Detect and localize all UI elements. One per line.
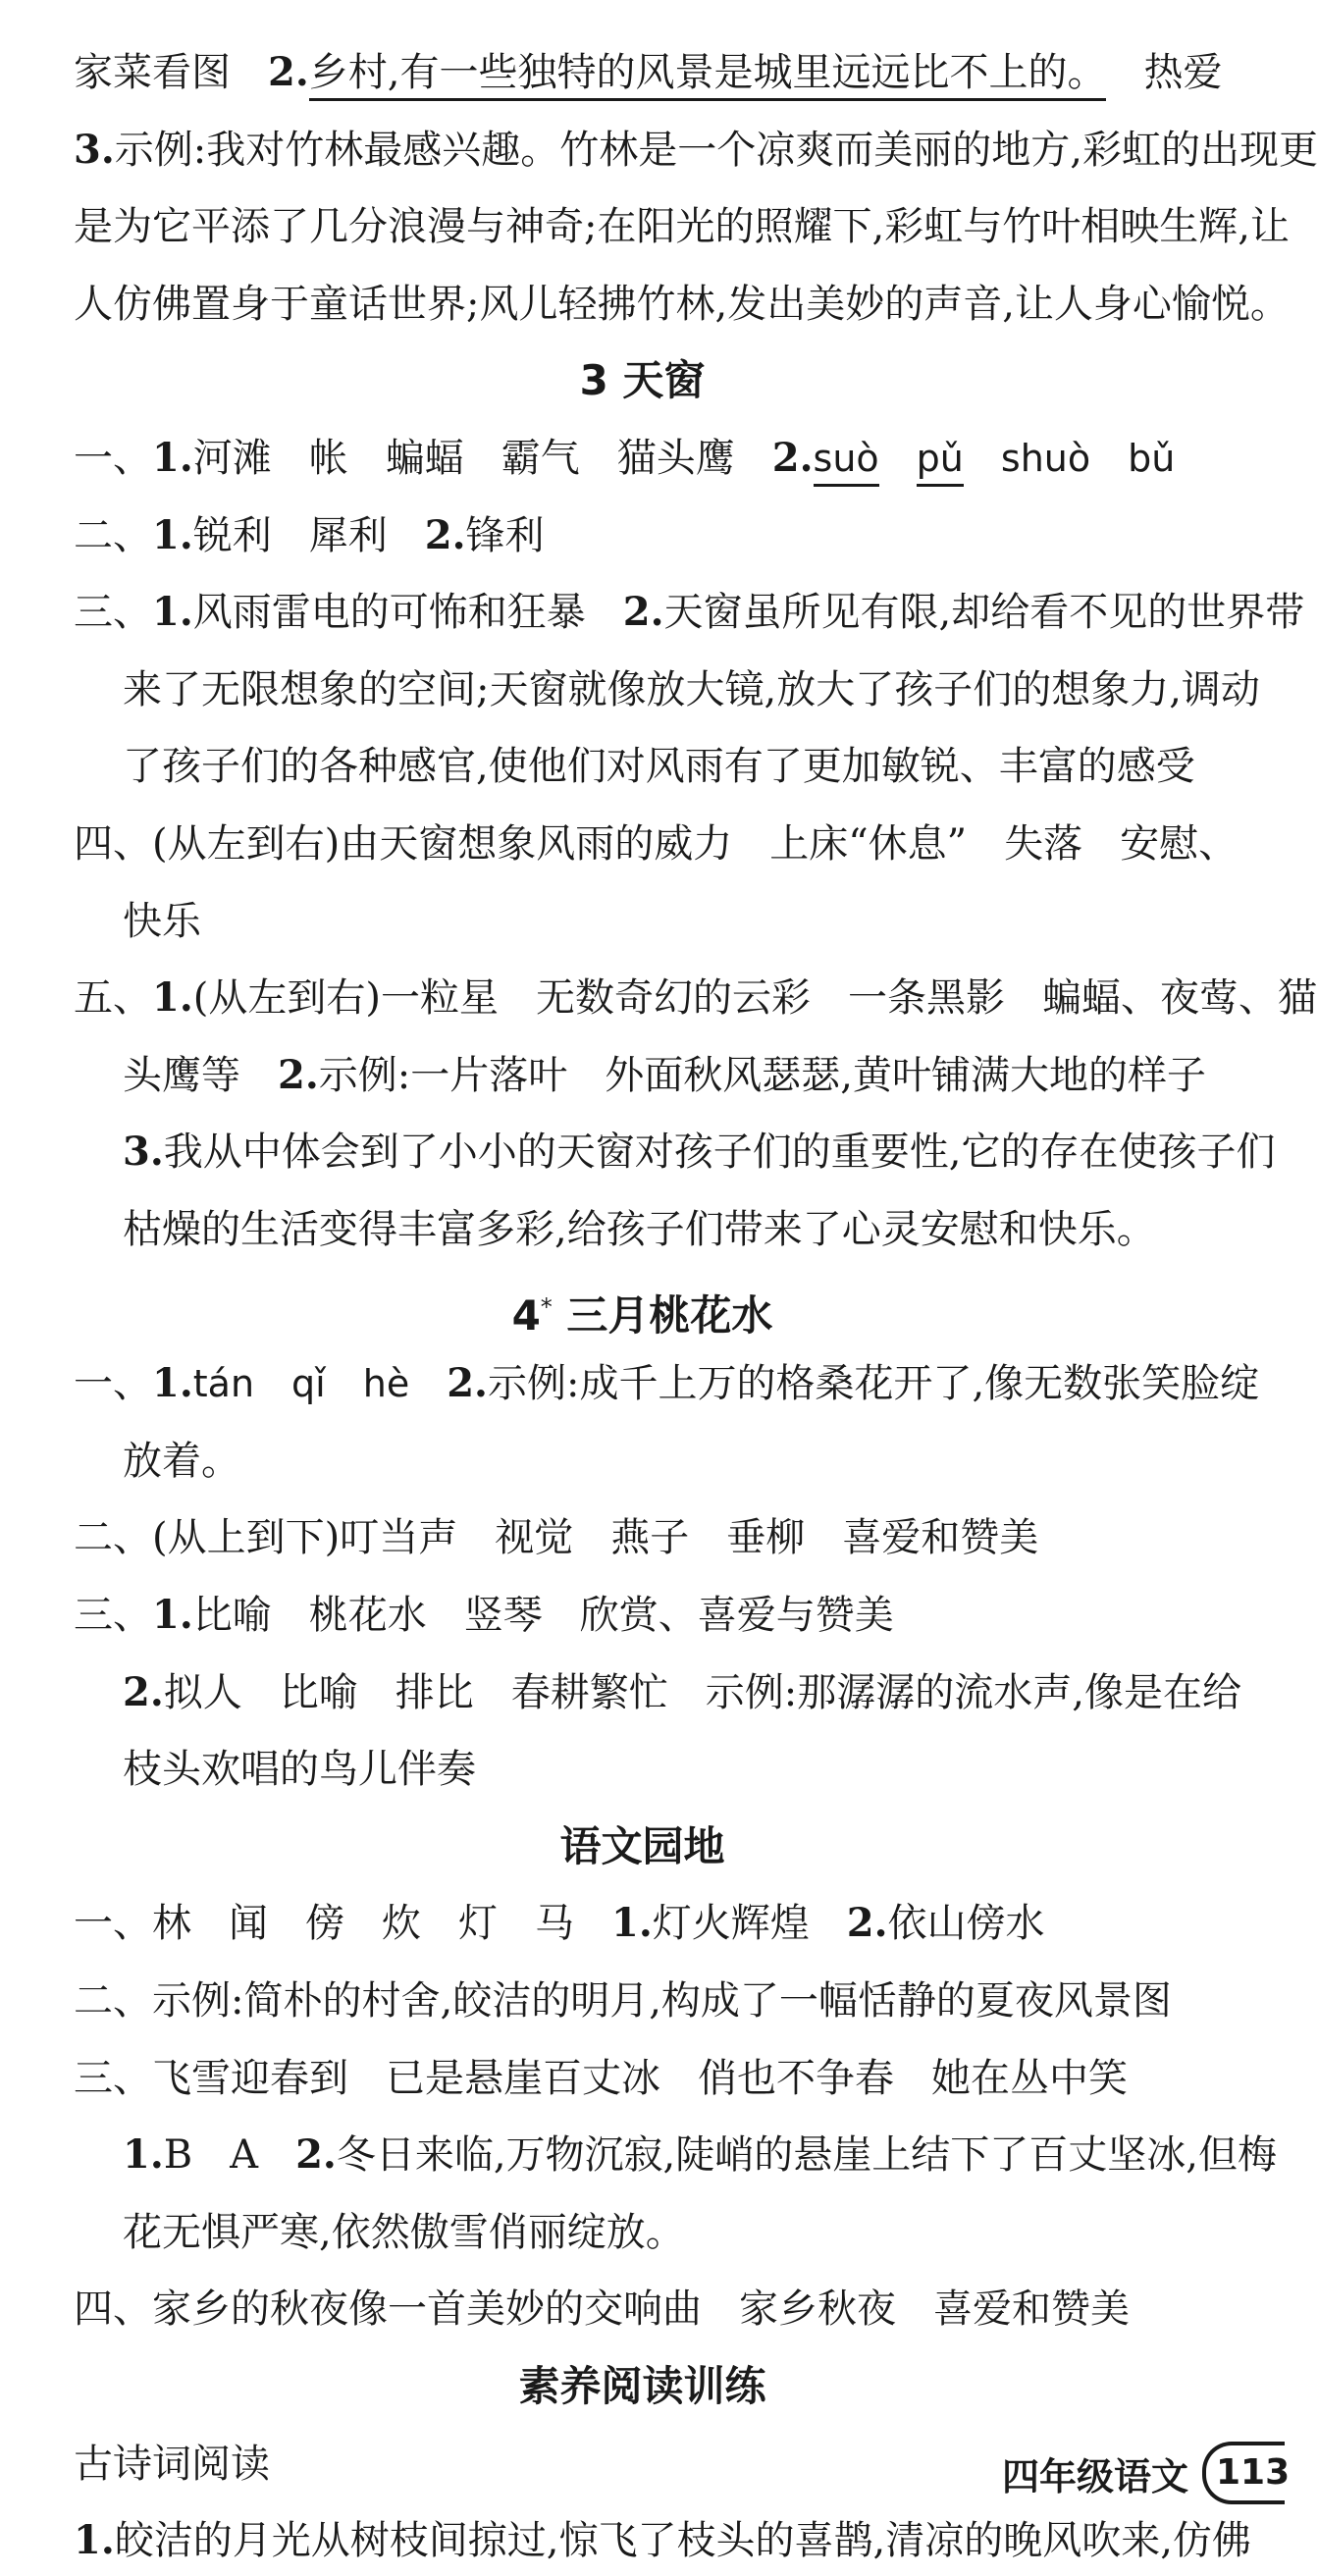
answer-line <box>74 115 1318 185</box>
answer-line <box>123 1040 1226 1111</box>
answer-text: 燕子 <box>610 1515 690 1561</box>
answer-text: 花无惧严寒,依然傲雪俏丽绽放。 <box>123 2209 685 2255</box>
page-number-badge: 113 <box>1202 2442 1285 2504</box>
answer-line <box>74 2505 1251 2576</box>
item-number: 1. <box>611 1900 653 1947</box>
answer-line <box>123 2197 1226 2268</box>
answer-text: 河滩 <box>192 436 272 481</box>
answer-text: 二、 <box>74 512 152 558</box>
answer-text: 我从中体会到了小小的天窗对孩子们的重要性,它的存在使孩子们 <box>163 1130 1276 1176</box>
answer-text: 闻 <box>229 1901 268 1947</box>
answer-line <box>123 2120 1277 2190</box>
answer-text: 已是悬崖百丈冰 <box>386 2055 660 2101</box>
item-number: 2. <box>622 589 664 636</box>
item-number: 2. <box>268 49 309 95</box>
answer-line <box>74 191 1290 262</box>
answer-text: 五、 <box>74 975 152 1022</box>
answer-text: 一、 <box>74 1361 152 1407</box>
item-number: 2. <box>771 435 814 481</box>
answer-text: 三、 <box>74 1593 152 1638</box>
pinyin-answer: tán <box>192 1362 255 1406</box>
answer-text: 天窗虽所见有限,却给看不见的世界带 <box>663 590 1305 636</box>
answer-line <box>74 37 1226 108</box>
answer-line <box>74 1348 1260 1419</box>
answer-text: 无数奇幻的云彩 <box>535 975 811 1022</box>
pinyin-answer: qǐ <box>291 1362 326 1406</box>
answer-line <box>123 1194 1226 1265</box>
item-number: 3. <box>74 126 115 173</box>
section-heading <box>0 345 1285 416</box>
answer-text: 春耕繁忙 <box>510 1669 668 1715</box>
answer-text: 蝙蝠、夜莺、猫 <box>1041 975 1317 1022</box>
pinyin-answer: suò <box>814 433 879 487</box>
answer-text: 枯燥的生活变得丰富多彩,给孩子们带来了心灵安慰和快乐。 <box>123 1207 1156 1252</box>
answer-text: 枝头欢唱的鸟儿伴奏 <box>123 1747 476 1793</box>
answer-text: 犀利 <box>308 512 388 558</box>
section-heading <box>0 1272 1285 1342</box>
answer-text: 示例:成千上万的格桑花开了,像无数张笑脸绽 <box>487 1361 1260 1407</box>
answer-text: 比喻 <box>279 1669 358 1715</box>
answer-text: 人仿佛置身于童话世界;风儿轻拂竹林,发出美妙的声音,让人身心愉悦。 <box>74 281 1290 327</box>
answer-line <box>74 963 1317 1033</box>
answer-text: 来了无限想象的空间;天窗就像放大镜,放大了孩子们的想象力,调动 <box>123 666 1260 712</box>
answer-text: 比喻 <box>192 1593 272 1638</box>
item-number: 1. <box>152 1592 193 1638</box>
answer-text: 一条黑影 <box>847 975 1005 1022</box>
answer-text: 家菜看图 <box>74 50 231 95</box>
item-number: 2. <box>424 511 466 558</box>
answer-text: 古诗词阅读 <box>74 2441 270 2487</box>
answer-line <box>74 1580 1226 1651</box>
answer-line <box>74 1888 1226 1959</box>
answer-text: 锋利 <box>465 512 545 558</box>
answer-text: 失落 <box>1004 821 1083 867</box>
answer-line <box>74 1966 1226 2036</box>
section-heading-text: 3 天窗 <box>579 356 706 405</box>
answer-text: 排比 <box>395 1669 474 1715</box>
answer-text: (从左到右)一粒星 <box>192 975 499 1022</box>
answer-text: 灯 <box>458 1901 498 1947</box>
answer-text: 傍 <box>305 1901 344 1947</box>
answer-text: 冬日来临,万物沉寂,陡峭的悬崖上结下了百丈坚冰,但梅 <box>336 2132 1277 2179</box>
answer-line <box>123 1117 1276 1187</box>
answer-text: 三、 <box>74 590 152 636</box>
answer-line <box>74 2274 1226 2344</box>
pinyin-answer: hè <box>362 1362 410 1406</box>
answer-text: 锐利 <box>192 512 272 558</box>
item-number: 3. <box>123 1129 164 1176</box>
answer-text: 灯火辉煌 <box>652 1901 810 1947</box>
answer-text: 热爱 <box>1143 50 1223 95</box>
answer-text: 欣赏、喜爱与赞美 <box>579 1593 894 1638</box>
item-number: 1. <box>152 435 193 481</box>
item-number: 1. <box>152 1360 193 1407</box>
answer-text: 三、飞雪迎春到 <box>74 2055 348 2101</box>
section-heading <box>0 1812 1285 1882</box>
answer-text: 竖琴 <box>463 1593 543 1638</box>
answer-text: 垂柳 <box>726 1515 806 1561</box>
answer-line <box>123 1426 1226 1497</box>
pinyin-answer: pǔ <box>917 433 964 487</box>
answer-text: 家乡秋夜 <box>739 2287 896 2333</box>
answer-text: 了孩子们的各种感官,使他们对风雨有了更加敏锐、丰富的感受 <box>123 744 1195 790</box>
answer-text: 一、林 <box>74 1901 191 1947</box>
optional-lesson-mark: * <box>540 1292 553 1321</box>
answer-text: 喜爱和赞美 <box>842 1515 1039 1561</box>
answer-text: 示例:那潺潺的流水声,像是在给 <box>705 1669 1241 1715</box>
page-footer <box>1001 2442 1291 2504</box>
answer-text: 上床“休息” <box>769 821 968 867</box>
answer-text: 示例:我对竹林最感兴趣。竹林是一个凉爽而美丽的地方,彩虹的出现更 <box>114 127 1318 173</box>
answer-text: 二、(从上到下)叮当声 <box>74 1515 458 1561</box>
answer-line <box>123 886 1226 957</box>
answer-text: 外面秋风瑟瑟,黄叶铺满大地的样子 <box>605 1052 1206 1098</box>
answer-text: 是为它平添了几分浪漫与神奇;在阳光的照耀下,彩虹与竹叶相映生辉,让 <box>74 204 1290 250</box>
item-number: 1. <box>152 589 193 636</box>
answer-text: 马 <box>535 1901 574 1947</box>
pinyin-answer: shuò <box>1000 437 1091 480</box>
answer-text: 喜爱和赞美 <box>933 2287 1130 2333</box>
answer-text: 快乐 <box>123 898 201 944</box>
answer-line <box>74 269 1290 340</box>
answer-line <box>74 2043 1226 2114</box>
item-number: 2. <box>447 1360 488 1407</box>
answer-line <box>123 731 1226 802</box>
item-number: 1. <box>152 974 193 1022</box>
answer-text: B <box>163 2132 193 2179</box>
answer-text: 帐 <box>308 436 348 481</box>
answer-line <box>123 1657 1241 1728</box>
answer-text: 风雨雷电的可怖和狂暴 <box>192 590 586 636</box>
section-heading-text: 素养阅读训练 <box>518 2362 766 2410</box>
answer-text: 安慰、 <box>1120 821 1239 867</box>
pinyin-answer: bǔ <box>1128 437 1176 480</box>
answer-line <box>74 423 1226 494</box>
answer-text: 示例:一片落叶 <box>318 1052 568 1098</box>
item-number: 1. <box>74 2517 115 2564</box>
answer-text: 蝙蝠 <box>385 436 464 481</box>
answer-text: 四、家乡的秋夜像一首美妙的交响曲 <box>74 2287 702 2333</box>
item-number: 2. <box>278 1051 319 1098</box>
answer-text: 霸气 <box>501 436 580 481</box>
item-number: 2. <box>123 1668 164 1715</box>
answer-text: 视觉 <box>495 1515 574 1561</box>
section-heading-text: 语文园地 <box>559 1821 725 1870</box>
answer-text: A <box>230 2132 259 2179</box>
answer-text: 放着。 <box>123 1438 240 1484</box>
answer-text: 皎洁的月光从树枝间掠过,惊飞了枝头的喜鹊,清凉的晚风吹来,仿佛 <box>114 2518 1251 2564</box>
answer-text: 桃花水 <box>308 1593 427 1638</box>
answer-text: 俏也不争春 <box>698 2055 894 2101</box>
answer-text: 头鹰等 <box>123 1052 240 1098</box>
answer-text: 猫头鹰 <box>616 436 735 481</box>
item-number: 1. <box>123 2131 164 2179</box>
answer-line <box>123 1734 1226 1805</box>
answer-line <box>74 1502 1226 1573</box>
section-heading <box>0 2351 1285 2422</box>
answer-line <box>123 655 1260 725</box>
footer-grade-subject: 四年级语文 <box>1001 2454 1188 2498</box>
answer-text: 依山傍水 <box>887 1901 1045 1947</box>
answer-text: 她在丛中笑 <box>931 2055 1128 2101</box>
answer-text: 一、 <box>74 436 152 481</box>
item-number: 2. <box>295 2131 337 2179</box>
answer-line <box>74 500 1226 571</box>
answer-text: 四、(从左到右)由天窗想象风雨的威力 <box>74 821 733 867</box>
item-number: 1. <box>152 511 193 558</box>
section-heading-text: 4 <box>511 1290 541 1340</box>
answer-text: 炊 <box>382 1901 421 1947</box>
answer-text: 乡村,有一些独特的风景是城里远远比不上的。 <box>309 47 1107 101</box>
answer-line <box>74 577 1305 648</box>
answer-line <box>74 809 1239 879</box>
item-number: 2. <box>846 1900 888 1947</box>
answer-text: 二、示例:简朴的村舍,皎洁的明月,构成了一幅恬静的夏夜风景图 <box>74 1978 1172 2024</box>
section-heading-title: 三月桃花水 <box>552 1290 773 1340</box>
answer-text: 拟人 <box>163 1669 242 1715</box>
